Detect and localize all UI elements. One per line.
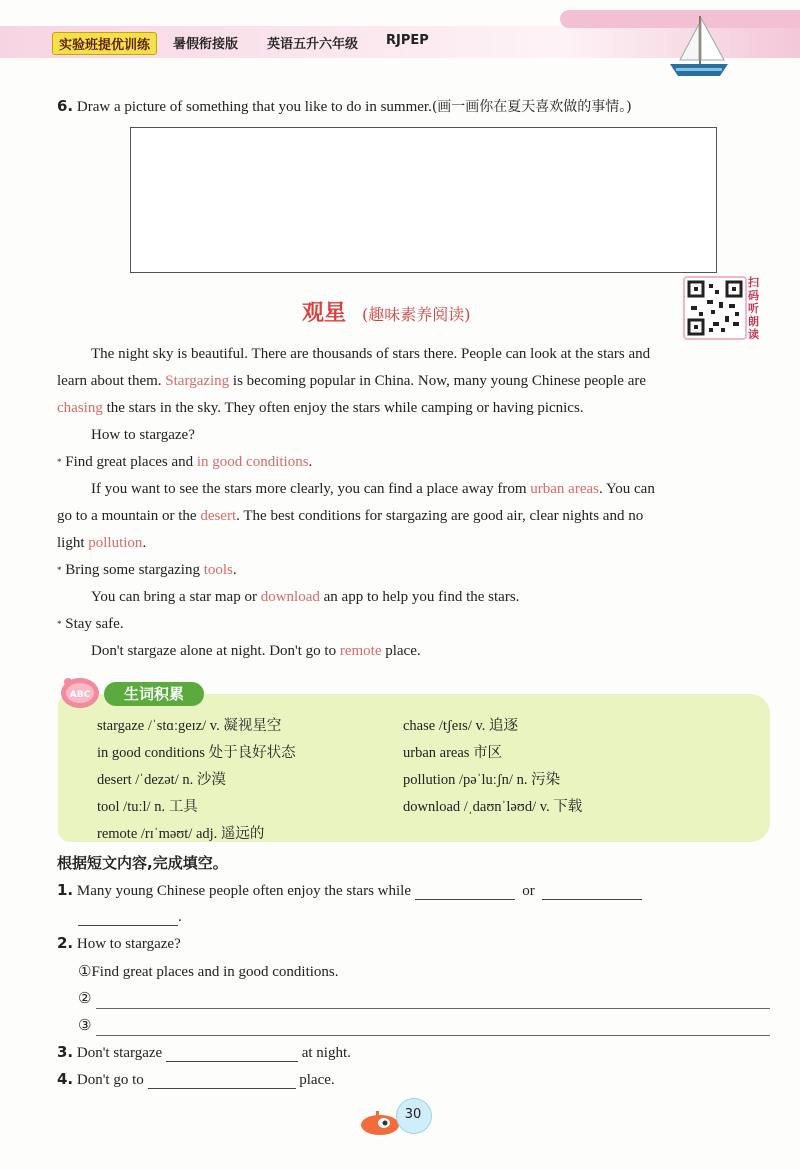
vocab-item: desert /ˈdezət/ n. 沙漠 [97, 772, 226, 788]
header-subject: 英语五升六年级 [267, 37, 359, 52]
answer-blank[interactable] [415, 882, 515, 900]
paragraph-3: You can bring a star map or download an app to help you find the stars. [91, 589, 520, 605]
exercise-heading: 根据短文内容,完成填空。 [57, 854, 228, 872]
paragraph-1-line-3: chasing the stars in the sky. They often enjoy the stars while camping or having picnics. [57, 400, 584, 416]
paragraph-2: If you want to see the stars more clearly, you can find a place away from urban areas. You can [91, 481, 655, 497]
exercise-2-c-label: ③ [78, 1018, 92, 1034]
vocab-item: tool /tuːl/ n. 工具 [97, 799, 198, 815]
answer-blank[interactable] [166, 1044, 298, 1062]
series-badge: 实验班提优训练 [52, 32, 157, 55]
vocab-item: in good conditions 处于良好状态 [97, 745, 296, 761]
vocab-item: download /ˌdaʊnˈləʊd/ v. 下载 [403, 799, 583, 815]
paragraph-2-line-2: go to a mountain or the desert. The best conditions for stargazing are good air, clear nights and no [57, 508, 644, 524]
vocab-item: urban areas 市区 [403, 745, 503, 761]
piggy-bank-icon [58, 672, 102, 710]
tip-1: * Find great places and in good conditions. [57, 454, 313, 470]
exercise-1: 1. Many young Chinese people often enjoy the stars while or [57, 881, 642, 900]
qr-label: 扫码听朗读 [748, 276, 759, 341]
exercise-2-b-label: ② [78, 991, 92, 1007]
answer-line[interactable] [96, 1008, 770, 1009]
sailboat-icon [668, 12, 730, 82]
paragraph-1-line-2: learn about them. Stargazing is becoming popular in China. Now, many young Chinese people are [57, 373, 647, 389]
how-to-heading: How to stargaze? [91, 427, 195, 443]
answer-blank[interactable] [78, 908, 178, 926]
qr-code-icon[interactable] [683, 276, 747, 340]
vocab-item: remote /rɪˈməʊt/ adj. 遥远的 [97, 826, 265, 842]
drawing-area[interactable] [130, 127, 717, 273]
exercise-4: 4. Don't go to place. [57, 1070, 335, 1088]
reading-title: 观星 [302, 301, 347, 326]
vocab-tab: 生词积累 [104, 682, 204, 706]
vocab-item: pollution /pəˈluːʃn/ n. 污染 [403, 772, 561, 788]
tip-2: * Bring some stargazing tools. [57, 562, 237, 578]
tip-3: * Stay safe. [57, 616, 124, 632]
vocab-item: stargaze /ˈstɑːgeɪz/ v. 凝视星空 [97, 718, 282, 734]
paragraph-1: The night sky is beautiful. There are thousands of stars there. People can look at the stars and [91, 346, 651, 362]
answer-blank[interactable] [542, 882, 642, 900]
exercise-2: 2. How to stargaze? [57, 934, 181, 952]
answer-line[interactable] [96, 1035, 770, 1036]
question-6: 6. Draw a picture of something that you like to do in summer.(画一画你在夏天喜欢做的事情。) [57, 97, 632, 115]
header-series: 暑假衔接版 [173, 37, 239, 52]
reading-subtitle: (趣味素养阅读) [362, 305, 471, 324]
exercise-2-a: ①Find great places and in good conditions. [78, 964, 339, 980]
vocab-item: chase /tʃeɪs/ v. 追逐 [403, 718, 519, 734]
page-number: 30 [404, 1107, 422, 1122]
answer-blank[interactable] [148, 1071, 296, 1089]
svg-text:ABC: ABC [69, 690, 91, 700]
header-edition: RJPEP [386, 33, 429, 48]
paragraph-2-line-3: light pollution. [57, 535, 147, 551]
exercise-3: 3. Don't stargaze at night. [57, 1043, 351, 1061]
exercise-1-cont: . [78, 908, 182, 926]
paragraph-4: Don't stargaze alone at night. Don't go to remote place. [91, 643, 421, 659]
